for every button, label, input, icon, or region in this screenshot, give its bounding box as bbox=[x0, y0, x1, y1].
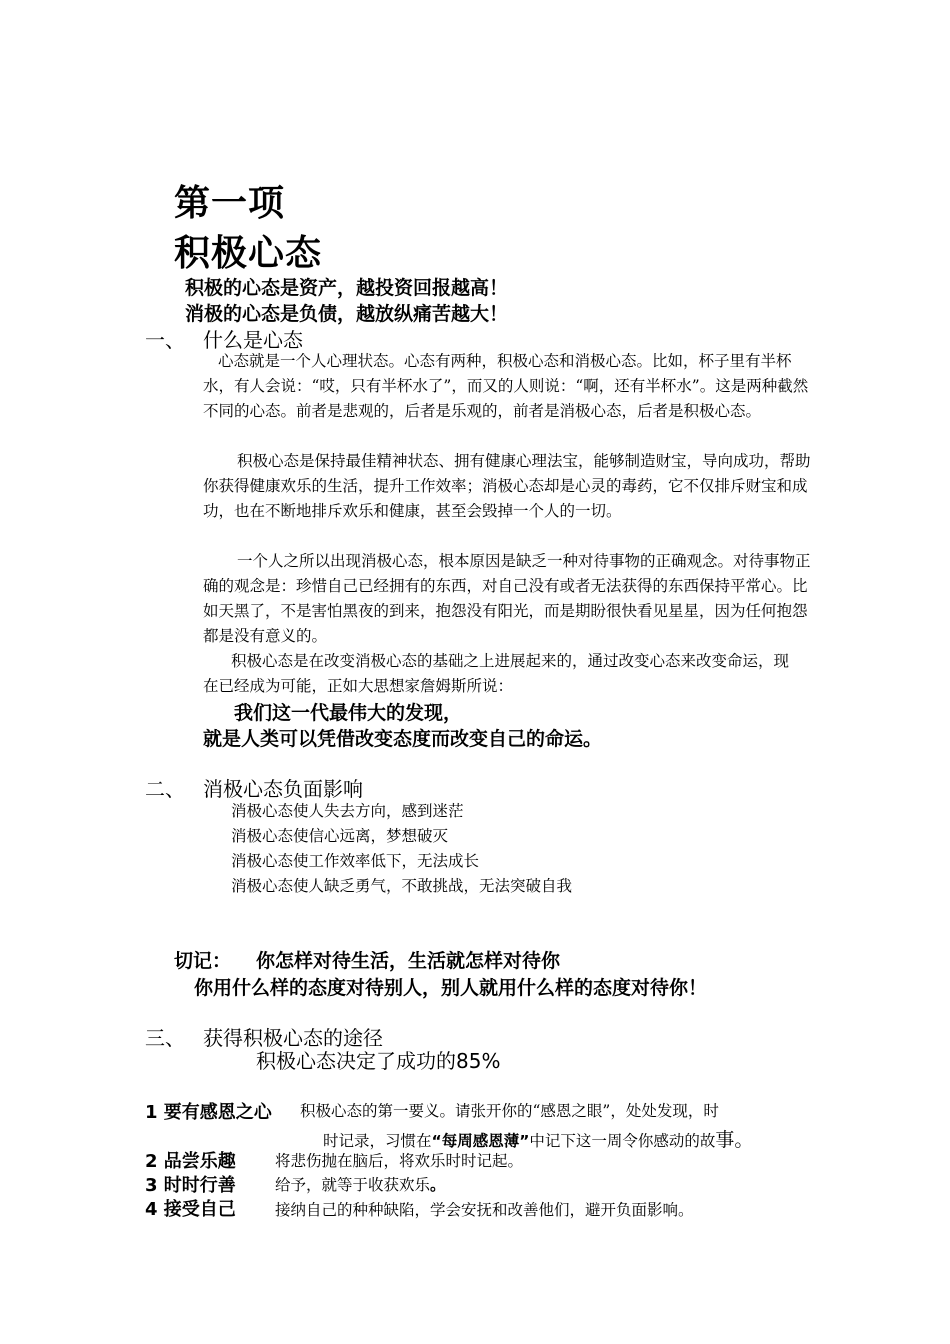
negative-effect-item: 消极心态使工作效率低下，无法成长 bbox=[231, 852, 480, 870]
quote-line-2: 就是人类可以凭借改变态度而改变自己的命运。 bbox=[203, 728, 603, 750]
method-2-label: 2 品尝乐趣 bbox=[145, 1151, 236, 1172]
section-1-paragraph-2 bbox=[203, 449, 813, 524]
method-1-text-c: 中记下这一周令你感动的故 bbox=[529, 1132, 716, 1150]
method-4-label: 4 接受自己 bbox=[145, 1199, 236, 1220]
section-1-heading: 什么是心态 bbox=[203, 328, 303, 352]
title-line-1: 第一项 bbox=[174, 182, 286, 224]
section-3-subheading: 积极心态决定了成功的85% bbox=[256, 1049, 501, 1073]
title-line-2: 积极心态 bbox=[174, 232, 323, 274]
reminder-line-2: 你用什么样的态度对待别人，别人就用什么样的态度对待你！ bbox=[194, 977, 708, 999]
motto-negative: 消极的心态是负债，越放纵痛苦越大！ bbox=[185, 303, 509, 325]
section-1-paragraph-1 bbox=[203, 349, 813, 424]
method-4-text: 接纳自己的种种缺陷，学会安抚和改善他们，避开负面影响。 bbox=[275, 1201, 694, 1219]
method-1-text-a: 积极心态的第一要义。请张开你的“感恩之眼”，处处发现，时 bbox=[300, 1102, 719, 1120]
method-1-text-d: 事。 bbox=[715, 1129, 754, 1151]
reminder-line-1: 你怎样对待生活，生活就怎样对待你 bbox=[256, 950, 561, 972]
method-1-label: 1 要有感恩之心 bbox=[145, 1102, 272, 1123]
negative-effect-item: 消极心态使信心远离，梦想破灭 bbox=[231, 827, 449, 845]
method-3-label: 3 时时行善 bbox=[145, 1175, 236, 1196]
paragraph-text: 一个人之所以出现消极心态，根本原因是缺乏一种对待事物的正确观念。对待事物正确的观念是：珍惜自己已经拥有的东西，对自己没有或者无法获得的东西保持平常心。比如天黑了，不是害怕黑夜的到来，抱怨没有阳光，而是期盼很快看见星星，因为任何抱怨都是没有意义的。 bbox=[203, 552, 811, 645]
section-3-heading: 获得积极心态的途径 bbox=[203, 1026, 383, 1050]
section-3-number: 三、 bbox=[145, 1026, 185, 1050]
negative-effect-item: 消极心态使人失去方向，感到迷茫 bbox=[231, 802, 464, 820]
section-1-paragraph-3 bbox=[203, 549, 813, 649]
section-2-heading: 消极心态负面影响 bbox=[203, 777, 363, 801]
method-1-emphasis: “每周感恩薄” bbox=[431, 1132, 530, 1150]
paragraph-text: 心态就是一个人心理状态。心态有两种，积极心态和消极心态。比如，杯子里有半杯水，有人会说：“哎，只有半杯水了”，而又的人则说：“啊，还有半杯水”。这是两种截然不同的心态。前者是悲观的，后者是乐观的，前者是消极心态，后者是积极心态。 bbox=[203, 352, 809, 420]
section-1-paragraph-4 bbox=[203, 649, 793, 699]
paragraph-text: 积极心态是在改变消极心态的基础之上进展起来的，通过改变心态来改变命运，现在已经成为可能，正如大思想家詹姆斯所说： bbox=[203, 652, 790, 695]
method-3-text: 给予，就等于收获欢乐 bbox=[275, 1176, 431, 1194]
method-1-text-b: 时记录，习惯在 bbox=[323, 1132, 432, 1150]
section-2-number: 二、 bbox=[145, 777, 185, 801]
method-3-end: 。 bbox=[430, 1176, 446, 1194]
method-2-text: 将悲伤抛在脑后，将欢乐时时记起。 bbox=[275, 1152, 524, 1170]
method-1-text-line-2 bbox=[323, 1125, 753, 1152]
method-3-text-line bbox=[275, 1173, 446, 1195]
section-1-number: 一、 bbox=[145, 328, 185, 352]
paragraph-text: 积极心态是保持最佳精神状态、拥有健康心理法宝，能够制造财宝，导向成功，帮助你获得健康欢乐的生活，提升工作效率；消极心态却是心灵的毒药，它不仅排斥财宝和成功，也在不断地排斥欢乐和健康，甚至会毁掉一个人的一切。 bbox=[203, 452, 811, 520]
reminder-label: 切记： bbox=[174, 950, 232, 972]
quote-line-1: 我们这一代最伟大的发现， bbox=[234, 702, 463, 724]
motto-positive: 积极的心态是资产，越投资回报越高！ bbox=[185, 277, 509, 299]
negative-effect-item: 消极心态使人缺乏勇气，不敢挑战，无法突破自我 bbox=[231, 877, 573, 895]
